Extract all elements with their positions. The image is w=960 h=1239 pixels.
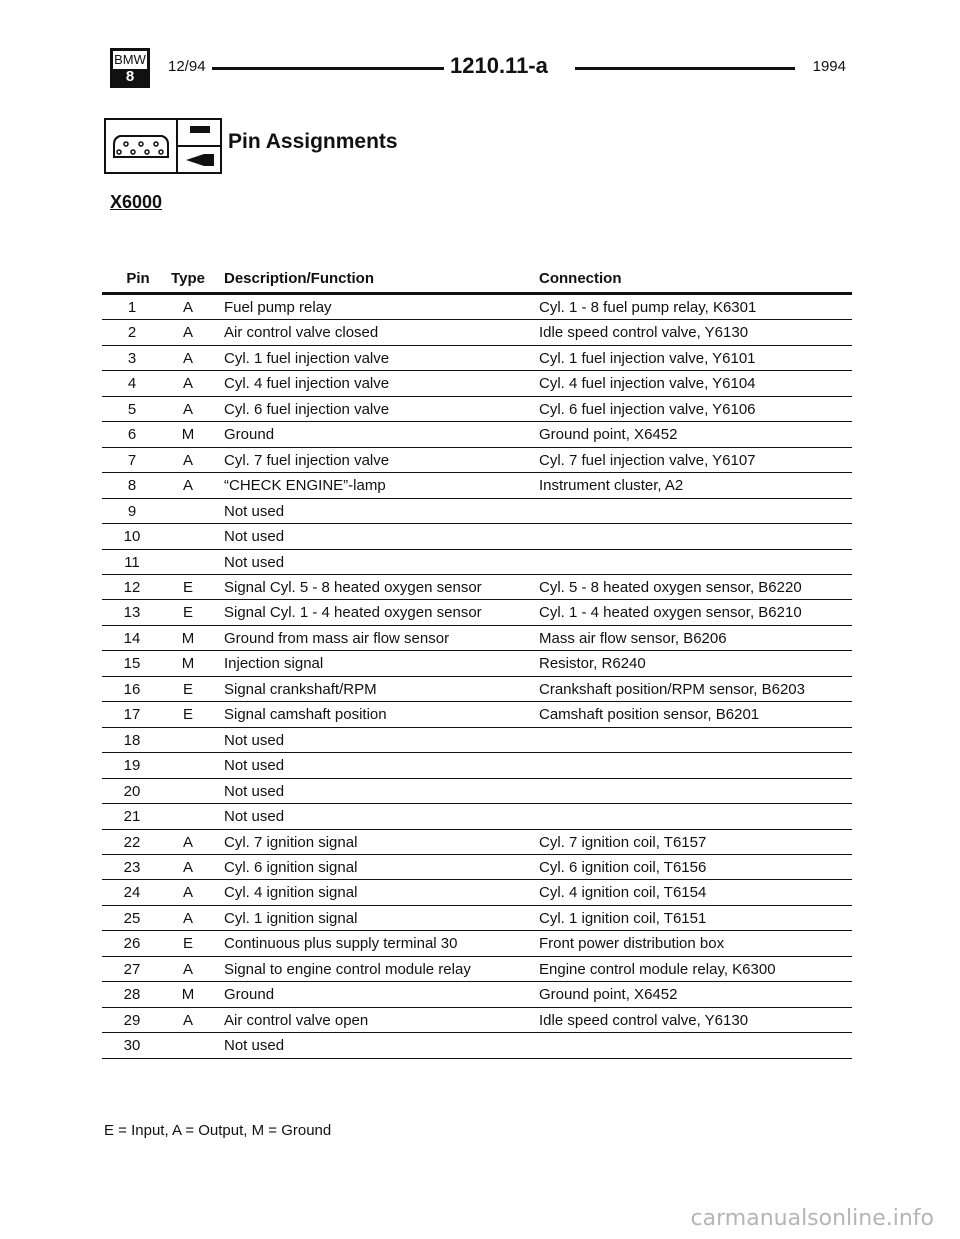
pin-cell: 20 [123, 782, 141, 800]
type-cell: A [182, 451, 193, 469]
pin-cell: 14 [123, 629, 141, 647]
pin-cell: 26 [123, 935, 141, 953]
pin-cell: 19 [123, 757, 141, 775]
bmw-logo-text: BMW [114, 52, 146, 67]
description-cell: Signal Cyl. 5 - 8 heated oxygen sensor [224, 578, 482, 596]
table-row [102, 600, 852, 625]
header-date: 12/94 [168, 58, 206, 75]
connection-cell: Idle speed control valve, Y6130 [539, 324, 749, 342]
type-cell: M [181, 629, 195, 647]
description-cell: Cyl. 6 ignition signal [224, 858, 358, 876]
col-connection-header: Connection [539, 270, 622, 287]
bmw-logo-icon [110, 48, 150, 88]
description-cell: Cyl. 7 ignition signal [224, 833, 358, 851]
pin-cell: 22 [123, 833, 141, 851]
connection-cell: Cyl. 4 fuel injection valve, Y6104 [539, 375, 756, 393]
connection-cell: Cyl. 6 ignition coil, T6156 [539, 858, 707, 876]
description-cell: Signal to engine control module relay [224, 960, 471, 978]
connection-cell: Cyl. 1 - 4 heated oxygen sensor, B6210 [539, 604, 802, 622]
watermark: carmanualsonline.info [690, 1206, 934, 1231]
bmw-logo-series: 8 [113, 69, 147, 85]
table-row [102, 906, 852, 931]
table-row [102, 804, 852, 829]
type-cell: A [182, 299, 193, 316]
description-cell: Ground [224, 986, 275, 1004]
type-cell: E [182, 706, 193, 724]
section-title: Pin Assignments [228, 130, 398, 153]
description-cell: Cyl. 1 fuel injection valve [224, 349, 390, 367]
col-description-header: Description/Function [224, 270, 374, 287]
table-row [102, 830, 852, 855]
table-row [102, 473, 852, 498]
pin-cell: 7 [127, 451, 137, 469]
description-cell: Not used [224, 528, 285, 546]
pin-cell: 12 [123, 578, 141, 596]
page-header [110, 48, 846, 92]
table-body [102, 295, 852, 1059]
table-row [102, 499, 852, 524]
table-row [102, 1008, 852, 1033]
table-row [102, 397, 852, 422]
table-row [102, 626, 852, 651]
pin-cell: 2 [127, 324, 137, 342]
pin-cell: 5 [127, 400, 137, 418]
pin-cell: 29 [123, 1011, 141, 1029]
pin-cell: 17 [123, 706, 141, 724]
table-row [102, 371, 852, 396]
type-cell: M [181, 986, 195, 1004]
pin-cell: 3 [127, 349, 137, 367]
description-cell: Not used [224, 553, 285, 571]
description-cell: Cyl. 4 fuel injection valve [224, 375, 390, 393]
description-cell: Not used [224, 782, 285, 800]
description-cell: Fuel pump relay [224, 299, 332, 316]
connection-cell: Ground point, X6452 [539, 426, 678, 444]
pin-cell: 25 [123, 909, 141, 927]
table-row [102, 550, 852, 575]
page-title: 1210.11-a [450, 53, 548, 78]
connection-cell: Cyl. 1 ignition coil, T6151 [539, 909, 707, 927]
type-cell: A [182, 349, 193, 367]
connection-cell: Cyl. 4 ignition coil, T6154 [539, 884, 707, 902]
description-cell: Signal camshaft position [224, 706, 387, 724]
table-header [102, 268, 852, 295]
description-cell: Not used [224, 1037, 285, 1055]
type-cell: A [182, 1011, 193, 1029]
connector-id: X6000 [110, 192, 163, 212]
header-rule-left [212, 67, 444, 70]
table-row [102, 524, 852, 549]
table-row [102, 1033, 852, 1058]
table-row [102, 728, 852, 753]
type-cell: A [182, 960, 193, 978]
pin-cell: 4 [127, 375, 137, 393]
connection-cell: Cyl. 1 - 8 fuel pump relay, K6301 [539, 299, 757, 316]
description-cell: Injection signal [224, 655, 324, 673]
pin-cell: 21 [123, 808, 141, 826]
pin-cell: 13 [123, 604, 141, 622]
header-rule-right [575, 67, 795, 70]
description-cell: Signal Cyl. 1 - 4 heated oxygen sensor [224, 604, 482, 622]
connection-cell: Front power distribution box [539, 935, 725, 953]
connection-cell: Cyl. 7 fuel injection valve, Y6107 [539, 451, 756, 469]
table-row [102, 982, 852, 1007]
table-row [102, 702, 852, 727]
type-cell: A [182, 324, 193, 342]
connection-cell: Engine control module relay, K6300 [539, 960, 776, 978]
connection-cell: Ground point, X6452 [539, 986, 678, 1004]
type-cell: E [182, 604, 193, 622]
type-cell: M [181, 426, 195, 444]
type-cell: E [182, 680, 193, 698]
table-row [102, 295, 852, 320]
table-row [102, 320, 852, 345]
table-row [102, 346, 852, 371]
pin-table [102, 268, 852, 1059]
table-row [102, 957, 852, 982]
connection-cell: Cyl. 5 - 8 heated oxygen sensor, B6220 [539, 578, 802, 596]
description-cell: Not used [224, 808, 285, 826]
pin-cell: 16 [123, 680, 141, 698]
type-cell: E [182, 935, 193, 953]
pin-cell: 18 [123, 731, 141, 749]
table-row [102, 931, 852, 956]
type-cell: E [182, 578, 193, 596]
pin-cell: 11 [124, 553, 140, 571]
type-cell: A [182, 884, 193, 902]
type-cell: A [182, 477, 193, 495]
legend: E = Input, A = Output, M = Ground [104, 1122, 332, 1139]
description-cell: Continuous plus supply terminal 30 [224, 935, 458, 953]
pin-cell: 24 [123, 884, 141, 902]
description-cell: Ground [224, 426, 275, 444]
description-cell: Cyl. 4 ignition signal [224, 884, 358, 902]
table-row [102, 575, 852, 600]
description-cell: Not used [224, 502, 285, 520]
description-cell: Signal crankshaft/RPM [224, 680, 377, 698]
description-cell: Not used [224, 757, 285, 775]
pin-cell: 15 [123, 655, 141, 673]
pin-cell: 6 [127, 426, 137, 444]
type-cell: M [181, 655, 195, 673]
type-cell: A [182, 375, 193, 393]
pin-cell: 30 [123, 1037, 141, 1055]
pin-cell: 27 [123, 960, 141, 978]
header-year: 1994 [812, 58, 846, 75]
pin-cell: 28 [123, 986, 141, 1004]
description-cell: “CHECK ENGINE”-lamp [224, 477, 386, 495]
description-cell: Cyl. 7 fuel injection valve [224, 451, 390, 469]
connection-cell: Instrument cluster, A2 [539, 477, 684, 495]
connection-cell: Cyl. 7 ignition coil, T6157 [539, 833, 707, 851]
description-cell: Air control valve open [224, 1011, 369, 1029]
col-type-header: Type [171, 270, 205, 287]
connection-cell: Crankshaft position/RPM sensor, B6203 [539, 680, 805, 698]
table-row [102, 779, 852, 804]
pin-cell: 8 [127, 477, 137, 495]
table-row [102, 880, 852, 905]
description-cell: Not used [224, 731, 285, 749]
type-cell: A [182, 858, 193, 876]
table-row [102, 677, 852, 702]
connector-pin-icon [104, 118, 222, 174]
pin-cell: 1 [127, 299, 137, 316]
table-row [102, 855, 852, 880]
table-row [102, 422, 852, 447]
type-cell: A [182, 909, 193, 927]
pin-cell: 23 [123, 858, 141, 876]
connection-cell: Cyl. 6 fuel injection valve, Y6106 [539, 400, 756, 418]
pin-cell: 9 [127, 502, 137, 520]
table-row [102, 651, 852, 676]
col-pin-header: Pin [126, 270, 150, 287]
connection-cell: Camshaft position sensor, B6201 [539, 706, 760, 724]
table-row [102, 448, 852, 473]
connection-cell: Resistor, R6240 [539, 655, 646, 673]
table-row [102, 753, 852, 778]
connection-cell: Idle speed control valve, Y6130 [539, 1011, 749, 1029]
connection-cell: Mass air flow sensor, B6206 [539, 629, 727, 647]
description-cell: Air control valve closed [224, 324, 379, 342]
type-cell: A [182, 400, 193, 418]
description-cell: Ground from mass air flow sensor [224, 629, 450, 647]
description-cell: Cyl. 6 fuel injection valve [224, 400, 390, 418]
description-cell: Cyl. 1 ignition signal [224, 909, 358, 927]
connection-cell: Cyl. 1 fuel injection valve, Y6101 [539, 349, 756, 367]
pin-cell: 10 [123, 528, 141, 546]
type-cell: A [182, 833, 193, 851]
